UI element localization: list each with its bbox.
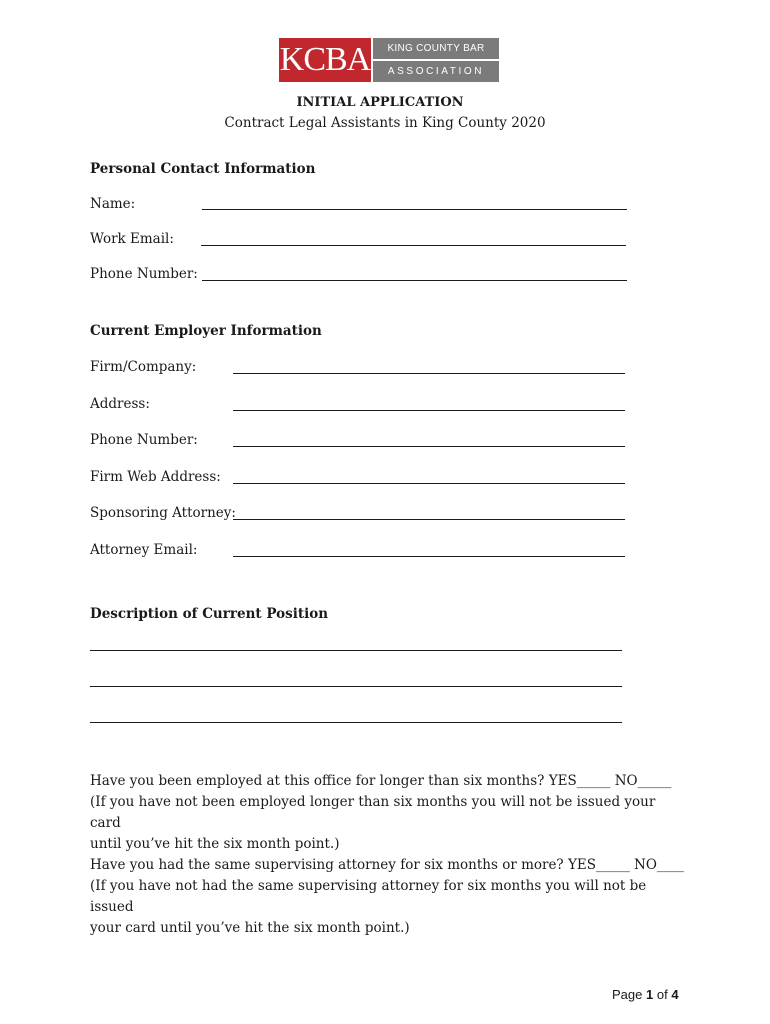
question-2-text: Have you had the same supervising attorney for six months or more? YES_____ NO____ bbox=[90, 857, 684, 873]
kcba-logo bbox=[279, 38, 499, 82]
of-word: of bbox=[656, 987, 668, 1002]
question-2-note-1: (If you have not had the same supervising attorney for six months you will not be issued bbox=[90, 878, 647, 915]
phone-number-label: Phone Number: bbox=[90, 266, 198, 282]
attorney-email-field[interactable] bbox=[233, 556, 625, 557]
employer-phone-field[interactable] bbox=[233, 446, 625, 447]
description-line-1[interactable] bbox=[90, 650, 622, 651]
description-line-2[interactable] bbox=[90, 686, 622, 687]
employer-phone-label: Phone Number: bbox=[90, 432, 198, 448]
page-number bbox=[612, 987, 679, 1002]
work-email-label: Work Email: bbox=[90, 231, 174, 247]
name-label: Name: bbox=[90, 196, 136, 212]
page-subtitle: Contract Legal Assistants in King County 2020 bbox=[224, 115, 546, 131]
page-title: INITIAL APPLICATION bbox=[296, 95, 464, 110]
address-field[interactable] bbox=[233, 410, 625, 411]
logo-mark: KCBA bbox=[279, 38, 371, 82]
firm-web-address-label: Firm Web Address: bbox=[90, 469, 221, 485]
page-word: Page bbox=[612, 987, 643, 1002]
question-supervising-attorney bbox=[90, 855, 690, 939]
personal-section-heading: Personal Contact Information bbox=[90, 161, 316, 177]
description-line-3[interactable] bbox=[90, 722, 622, 723]
total-pages: 4 bbox=[671, 987, 679, 1002]
question-1-note-2: until you’ve hit the six month point.) bbox=[90, 836, 340, 852]
sponsoring-attorney-label: Sponsoring Attorney: bbox=[90, 505, 236, 521]
firm-company-field[interactable] bbox=[233, 373, 625, 374]
address-label: Address: bbox=[90, 396, 150, 412]
question-employment-duration bbox=[90, 771, 690, 855]
logo-line-1: KING COUNTY BAR bbox=[373, 38, 499, 59]
name-field[interactable] bbox=[202, 209, 627, 210]
question-1-note-1: (If you have not been employed longer than six months you will not be issued your card bbox=[90, 794, 656, 831]
logo-line-2: ASSOCIATION bbox=[373, 61, 499, 82]
attorney-email-label: Attorney Email: bbox=[90, 542, 198, 558]
sponsoring-attorney-field[interactable] bbox=[233, 519, 625, 520]
firm-web-address-field[interactable] bbox=[233, 483, 625, 484]
question-2-note-2: your card until you’ve hit the six month point.) bbox=[90, 920, 410, 936]
firm-company-label: Firm/Company: bbox=[90, 359, 197, 375]
description-section-heading: Description of Current Position bbox=[90, 606, 329, 622]
work-email-field[interactable] bbox=[201, 245, 626, 246]
employer-section-heading: Current Employer Information bbox=[90, 323, 322, 339]
question-1-text: Have you been employed at this office for longer than six months? YES_____ NO_____ bbox=[90, 773, 672, 789]
phone-number-field[interactable] bbox=[202, 280, 627, 281]
current-page: 1 bbox=[646, 987, 654, 1002]
